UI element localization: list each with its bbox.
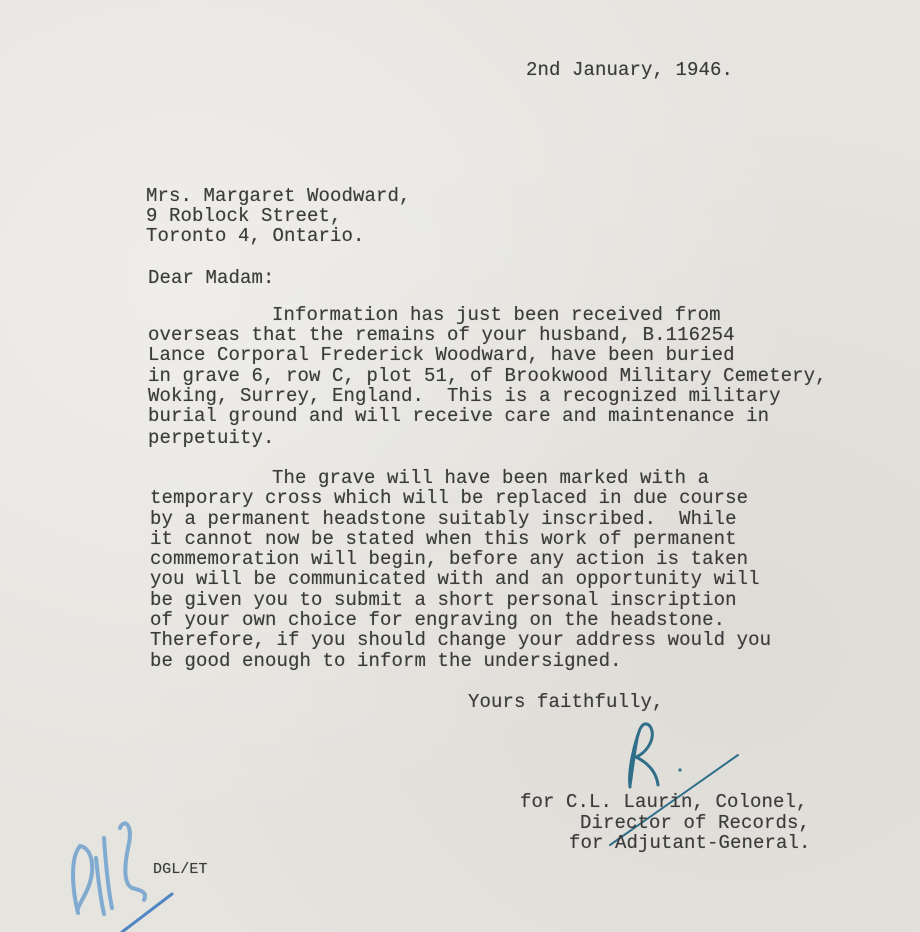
paragraph-line: The grave will have been marked with a [272,467,710,489]
paragraph-line: commemoration will begin, before any action is taken [150,548,749,570]
closing: Yours faithfully, [468,691,664,713]
paragraph-line: Woking, Surrey, England. This is a recognized military [148,385,781,407]
salutation: Dear Madam: [148,267,275,289]
paragraph-line: of your own choice for engraving on the headstone. [150,609,726,631]
signature-line: for C.L. Laurin, Colonel, [520,791,808,813]
paragraph-line: be good enough to inform the undersigned. [150,650,622,672]
recipient-city: Toronto 4, Ontario. [146,225,365,247]
paragraph-line: overseas that the remains of your husband, B.116254 [148,324,735,346]
paragraph-line: temporary cross which will be replaced in due course [150,487,749,509]
paragraph-line: by a permanent headstone suitably inscribed. While [150,508,737,530]
paragraph-line: Therefore, if you should change your address would you [150,629,772,651]
recipient-street: 9 Roblock Street, [146,205,342,227]
paragraph-line: be given you to submit a short personal inscription [150,589,737,611]
signature-line: Director of Records, [580,812,811,834]
reference-code: DGL/ET [153,861,208,878]
paragraph-line: Information has just been received from [272,304,721,326]
paragraph-line: in grave 6, row C, plot 51, of Brookwood Military Cemetery, [148,365,827,387]
recipient-name: Mrs. Margaret Woodward, [146,185,411,207]
paragraph-line: it cannot now be stated when this work of permanent [150,528,737,550]
paragraph-line: Lance Corporal Frederick Woodward, have been buried [148,344,735,366]
paragraph-line: burial ground and will receive care and maintenance in [148,405,770,427]
letter-date: 2nd January, 1946. [526,59,734,81]
signature-line: for Adjutant-General. [569,832,811,854]
paragraph-line: perpetuity. [148,427,275,449]
paragraph-line: you will be communicated with and an opportunity will [150,568,760,590]
